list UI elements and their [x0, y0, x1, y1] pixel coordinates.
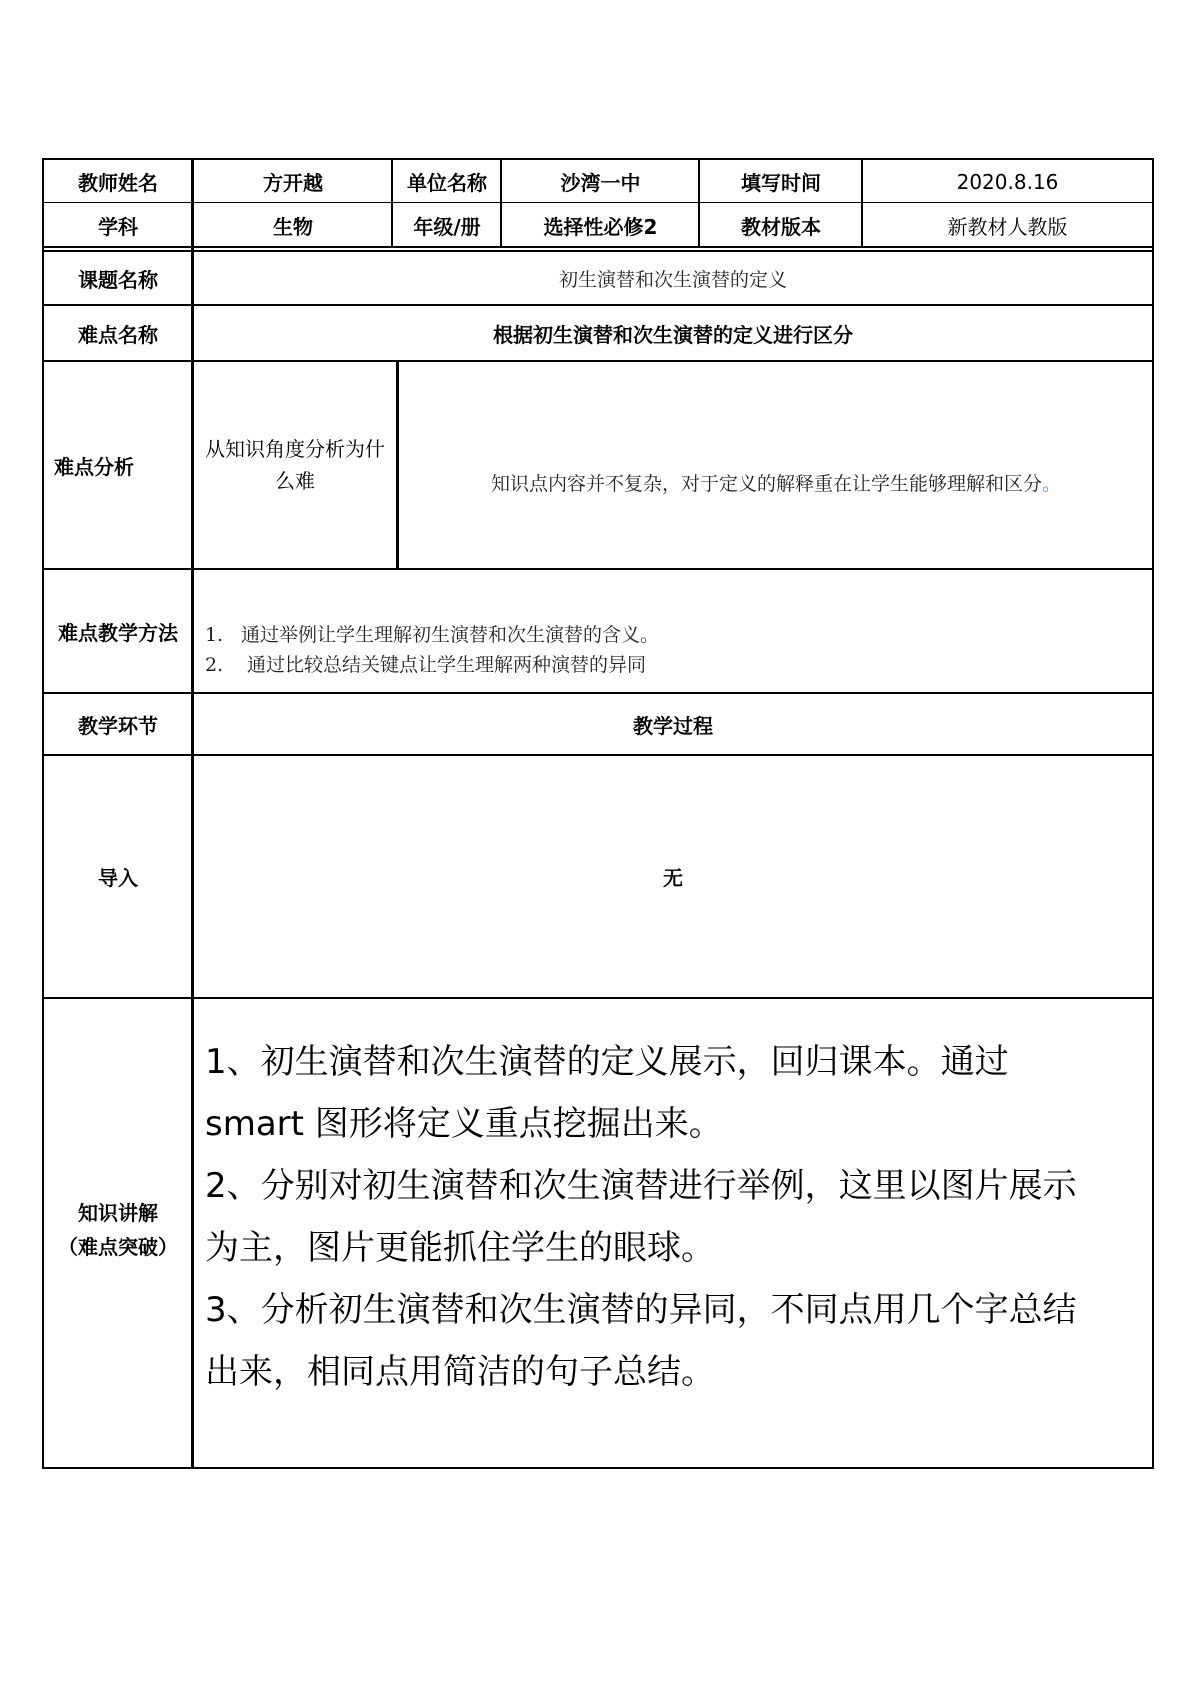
grade-label: 年级/册 [413, 215, 481, 239]
difficulty-value: 根据初生演替和次生演替的定义进行区分 [493, 322, 853, 347]
process-value: 教学过程 [633, 713, 713, 738]
knowledge-body [205, 1031, 1145, 1431]
topic-label: 课题名称 [78, 267, 158, 292]
methods-item-2 [205, 650, 1105, 678]
teacher-value: 方开越 [263, 171, 323, 195]
date-value: 2020.8.16 [956, 169, 1059, 194]
difficulty-label: 难点名称 [78, 322, 158, 347]
knowledge-line: 为主，图片更能抓住学生的眼球。 [205, 1228, 715, 1268]
unit-value: 沙湾一中 [560, 171, 641, 195]
intro-value: 无 [663, 866, 683, 890]
methods-item-text: 通过比较总结关键点让学生理解两种演替的异同 [247, 654, 647, 676]
intro-label: 导入 [98, 866, 138, 890]
date-label: 填写时间 [741, 171, 821, 195]
edition-label: 教材版本 [741, 215, 821, 239]
knowledge-label-line2: （难点突破） [58, 1235, 178, 1259]
analysis-text [400, 460, 1152, 504]
row-divider [42, 360, 1154, 362]
topic-value: 初生演替和次生演替的定义 [558, 268, 787, 291]
table-border-bottom [42, 1467, 1154, 1469]
methods-item-1 [205, 620, 1105, 648]
methods-label: 难点教学方法 [58, 620, 178, 645]
knowledge-line: 2、分别对初生演替和次生演替进行举例，这里以图片展示 [205, 1166, 1077, 1206]
row-divider [42, 568, 1154, 570]
knowledge-label-line1: 知识讲解 [78, 1201, 158, 1225]
knowledge-line: 出来，相同点用简洁的句子总结。 [205, 1352, 715, 1392]
knowledge-line: 3、分析初生演替和次生演替的异同，不同点用几个字总结 [205, 1290, 1077, 1330]
process-label: 教学环节 [78, 713, 158, 738]
analysis-sub-label: 从知识角度分析为什么难 [205, 437, 385, 493]
edition-value: 新教材人教版 [947, 215, 1068, 239]
row-divider [42, 997, 1154, 999]
analysis-divider [396, 360, 399, 569]
teacher-label: 教师姓名 [78, 171, 158, 195]
methods-item-num: 2. [205, 654, 224, 676]
subject-label: 学科 [98, 215, 138, 239]
unit-label: 单位名称 [407, 171, 487, 195]
subject-value: 生物 [273, 215, 313, 239]
analysis-label: 难点分析 [54, 454, 134, 479]
knowledge-line: smart 图形将定义重点挖掘出来。 [205, 1104, 723, 1144]
grade-value: 选择性必修2 [543, 215, 658, 239]
analysis-text-end: 。 [1042, 472, 1062, 495]
table-border-right [1152, 158, 1154, 1469]
knowledge-label [44, 1190, 192, 1270]
methods-item-text: 通过举例让学生理解初生演替和次生演替的含义。 [241, 624, 660, 646]
methods-item-num: 1. [205, 624, 224, 646]
analysis-text-body: 知识点内容并不复杂，对于定义的解释重在让学生能够理解和区分 [490, 472, 1042, 495]
knowledge-line: 1、初生演替和次生演替的定义展示，回归课本。通过 [205, 1042, 1009, 1082]
